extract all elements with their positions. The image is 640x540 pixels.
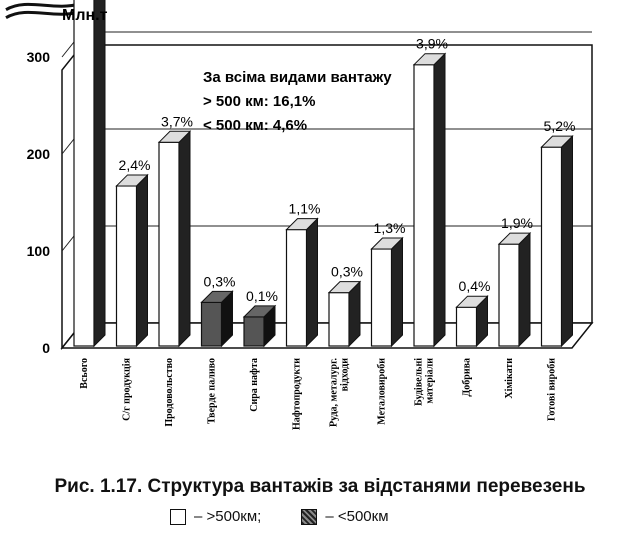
svg-text:Хімікати: Хімікати — [504, 358, 515, 399]
bar-short-4 — [244, 306, 275, 346]
bar-short-3 — [202, 291, 233, 346]
category-label-9 — [462, 358, 473, 397]
svg-text:Добрива: Добрива — [461, 358, 473, 397]
category-label-2 — [164, 358, 175, 427]
svg-text:Сира нафта: Сира нафта — [249, 358, 260, 412]
svg-text:Металовироби: Металовироби — [376, 358, 388, 425]
value-label-3: 0,3% — [203, 273, 236, 290]
svg-text:Продовольство: Продовольство — [164, 358, 175, 427]
legend-item-long — [170, 508, 261, 525]
bar-long-0 — [74, 0, 105, 346]
legend — [170, 508, 429, 525]
legend-swatch-light — [170, 509, 186, 525]
bar-long-10 — [499, 233, 530, 346]
category-label-1 — [122, 357, 133, 420]
value-label-11: 5,2% — [543, 118, 576, 135]
value-label-10: 1,9% — [501, 215, 533, 232]
svg-text:відходи: відходи — [339, 358, 351, 392]
bar-long-1 — [117, 175, 148, 346]
svg-text:Руда, металург.: Руда, металург. — [328, 358, 340, 427]
y-tick-2: 200 — [26, 146, 50, 162]
svg-text:Нафтопродукти: Нафтопродукти — [291, 358, 303, 431]
legend-item-short — [301, 508, 388, 525]
value-label-6: 0,3% — [331, 263, 363, 280]
y-tick-0: 0 — [42, 340, 50, 356]
category-label-10 — [504, 358, 515, 399]
annotation-line1: > 500 км: 16,1% — [203, 93, 316, 110]
y-tick-1: 100 — [26, 243, 50, 259]
value-label-5: 1,1% — [288, 200, 321, 217]
bar-long-8 — [414, 54, 445, 346]
svg-text:матеріали: матеріали — [424, 358, 436, 404]
value-label-2: 3,7% — [161, 113, 193, 130]
value-label-7: 1,3% — [373, 220, 406, 236]
value-label-9: 0,4% — [458, 278, 491, 295]
y-tick-3: 300 — [26, 49, 50, 65]
value-label-4: 0,1% — [246, 287, 278, 304]
legend-swatch-dark — [301, 509, 317, 525]
category-label-0 — [79, 358, 90, 389]
category-label-6 — [329, 358, 351, 427]
bar-long-11 — [542, 136, 573, 346]
annotation-title: За всіма видами вантажу — [203, 69, 392, 86]
svg-text:Тверде паливо: Тверде паливо — [206, 358, 218, 424]
svg-text:Готові вироби: Готові вироби — [546, 358, 558, 422]
annotation-line2: < 500 км: 4,6% — [203, 117, 308, 134]
bar-long-5 — [287, 219, 318, 346]
y-axis-label: Млн.т — [62, 7, 108, 24]
value-label-8: 3,9% — [416, 35, 448, 52]
bar-long-7 — [372, 238, 403, 346]
y-ticks-group — [27, 49, 51, 356]
category-label-7 — [377, 358, 388, 425]
svg-text:С/г продукція: С/г продукція — [121, 358, 133, 421]
bar-long-9 — [457, 296, 488, 346]
category-label-5 — [292, 358, 303, 430]
bar-long-2 — [159, 131, 190, 346]
value-label-1: 2,4% — [118, 156, 151, 173]
category-labels-group — [79, 357, 558, 430]
svg-text:Будівельні: Будівельні — [413, 358, 425, 406]
category-label-4 — [249, 358, 260, 412]
legend-label-short: – <500км — [325, 508, 389, 525]
legend-label-long: – >500км; — [194, 508, 262, 525]
figure-caption: Рис. 1.17. Структура вантажів за відстанями перевезень — [54, 476, 586, 497]
category-label-3 — [207, 358, 218, 424]
svg-text:Всього: Всього — [79, 358, 90, 389]
category-label-11 — [547, 358, 558, 421]
category-label-8 — [414, 358, 436, 406]
bar-long-6 — [329, 282, 360, 346]
